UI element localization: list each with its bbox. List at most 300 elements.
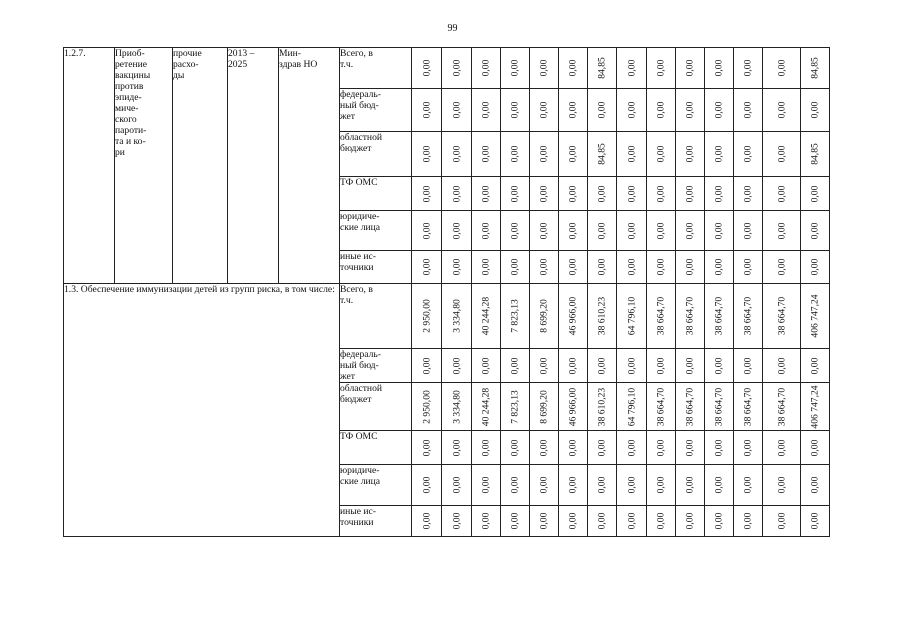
value-text: 0,00: [776, 185, 787, 202]
value-text: 0,00: [776, 222, 787, 239]
value-text: 0,00: [421, 258, 432, 276]
funding-source-label: [340, 465, 412, 506]
value-text: 0,00: [451, 512, 462, 530]
value-cell: [734, 431, 763, 465]
value-cell: [412, 132, 442, 177]
value-text: 0,00: [421, 439, 432, 456]
value-cell: [705, 177, 734, 211]
value-text: 0,00: [509, 512, 521, 530]
value-cell: [763, 177, 801, 211]
value-cell: [617, 506, 647, 537]
value-text: 0,00: [509, 357, 521, 374]
value-text: 0,00: [509, 476, 521, 494]
value-cell: [559, 177, 588, 211]
value-cell: [472, 89, 501, 132]
item-code: [64, 48, 115, 284]
value-text: 0,00: [451, 185, 462, 202]
value-text: 0,00: [713, 59, 725, 77]
value-cell: [676, 48, 705, 89]
value-text: 7 823,13: [509, 299, 521, 333]
value-text: 406 747,24: [809, 384, 821, 429]
value-cell: [412, 383, 442, 431]
value-text: 0,00: [776, 59, 787, 77]
value-text: 8 699,20: [538, 389, 550, 424]
funding-source-text: иные ис- точники: [340, 506, 376, 528]
value-text: 0,00: [776, 258, 787, 276]
value-text: 0,00: [776, 145, 787, 163]
value-text: 0,00: [742, 512, 754, 530]
value-cell: [676, 506, 705, 537]
value-cell: [472, 506, 501, 537]
item-name: [115, 48, 173, 284]
value-cell: [763, 211, 801, 251]
value-cell: [763, 349, 801, 383]
value-text: 0,00: [509, 258, 521, 276]
value-text: 0,00: [509, 101, 521, 119]
value-text: 0,00: [776, 101, 787, 119]
value-text: 40 244,28: [480, 387, 492, 426]
value-cell: [676, 465, 705, 506]
value-text: 0,00: [509, 185, 521, 202]
value-text: 38 664,70: [713, 387, 725, 426]
value-text: 0,00: [742, 258, 754, 276]
value-cell: [647, 251, 676, 284]
value-cell: [472, 177, 501, 211]
period: [228, 48, 279, 284]
value-cell: [442, 177, 472, 211]
value-cell: [442, 48, 472, 89]
value-text: 0,00: [776, 512, 787, 530]
value-text: 0,00: [567, 185, 579, 202]
value-cell: [617, 251, 647, 284]
value-cell: [734, 349, 763, 383]
value-cell: [442, 251, 472, 284]
value-text: 84,85: [596, 143, 608, 165]
value-cell: [676, 211, 705, 251]
value-cell: [412, 506, 442, 537]
value-text: 0,00: [742, 59, 754, 77]
value-cell: [412, 465, 442, 506]
funding-source-text: областной бюджет: [340, 132, 383, 154]
value-cell: [734, 211, 763, 251]
value-cell: [617, 284, 647, 349]
funding-source-label: [340, 506, 412, 537]
funding-source-text: областной бюджет: [340, 383, 383, 405]
value-cell: [501, 284, 530, 349]
value-cell: [763, 251, 801, 284]
value-text: 0,00: [713, 476, 725, 494]
value-cell: [501, 431, 530, 465]
value-text: 0,00: [567, 258, 579, 276]
value-cell: [559, 89, 588, 132]
value-text: 0,00: [626, 512, 637, 530]
value-text: 0,00: [809, 476, 821, 494]
value-text: 38 664,70: [684, 296, 696, 336]
value-text: 0,00: [655, 512, 667, 530]
value-text: 0,00: [684, 101, 696, 119]
value-cell: [676, 431, 705, 465]
value-cell: [647, 211, 676, 251]
value-text: 0,00: [480, 185, 492, 202]
value-text: 0,00: [421, 101, 432, 119]
executor-text: Мин- здрав НО: [279, 48, 318, 70]
value-text: 0,00: [421, 185, 432, 202]
value-cell: [501, 251, 530, 284]
value-cell: [734, 383, 763, 431]
value-cell: [705, 132, 734, 177]
value-cell: [801, 465, 830, 506]
value-text: 0,00: [742, 476, 754, 494]
value-cell: [559, 431, 588, 465]
value-cell: [763, 506, 801, 537]
value-text: 0,00: [480, 222, 492, 239]
value-text: 0,00: [567, 222, 579, 239]
value-text: 0,00: [421, 59, 432, 77]
value-text: 0,00: [538, 357, 550, 374]
value-cell: [734, 465, 763, 506]
value-text: 0,00: [421, 357, 432, 374]
value-text: 0,00: [421, 222, 432, 239]
value-cell: [647, 284, 676, 349]
value-text: 0,00: [567, 512, 579, 530]
value-text: 0,00: [509, 222, 521, 239]
value-text: 0,00: [480, 357, 492, 374]
value-cell: [647, 349, 676, 383]
value-text: 0,00: [713, 258, 725, 276]
value-text: 0,00: [655, 357, 667, 374]
page-number: 99: [447, 23, 458, 34]
value-cell: [559, 349, 588, 383]
value-text: 0,00: [742, 357, 754, 374]
value-text: 0,00: [596, 222, 608, 239]
value-text: 0,00: [713, 357, 725, 374]
value-text: 0,00: [451, 101, 462, 119]
value-cell: [412, 211, 442, 251]
value-cell: [763, 465, 801, 506]
value-cell: [530, 349, 559, 383]
value-cell: [801, 89, 830, 132]
value-text: 0,00: [538, 476, 550, 494]
value-text: 0,00: [655, 145, 667, 163]
value-text: 46 966,00: [567, 387, 579, 426]
value-cell: [617, 48, 647, 89]
value-text: 38 664,70: [713, 296, 725, 336]
value-cell: [412, 89, 442, 132]
value-cell: [705, 211, 734, 251]
value-cell: [559, 383, 588, 431]
value-text: 84,85: [809, 57, 821, 79]
value-text: 0,00: [776, 476, 787, 494]
value-text: 38 664,70: [776, 296, 787, 336]
value-text: 0,00: [596, 476, 608, 494]
value-cell: [501, 177, 530, 211]
value-cell: [559, 132, 588, 177]
value-text: 0,00: [809, 357, 821, 374]
value-text: 0,00: [809, 512, 821, 530]
value-text: 0,00: [480, 145, 492, 163]
value-cell: [588, 211, 617, 251]
value-text: 84,85: [809, 143, 821, 165]
value-cell: [442, 383, 472, 431]
value-cell: [617, 431, 647, 465]
value-cell: [647, 383, 676, 431]
value-text: 0,00: [567, 145, 579, 163]
value-text: 0,00: [626, 185, 637, 202]
value-text: 0,00: [684, 357, 696, 374]
value-text: 0,00: [776, 439, 787, 456]
value-cell: [801, 349, 830, 383]
value-text: 0,00: [480, 512, 492, 530]
value-text: 38 664,70: [776, 387, 787, 426]
value-cell: [801, 48, 830, 89]
value-text: 0,00: [480, 59, 492, 77]
value-text: 0,00: [567, 101, 579, 119]
value-text: 0,00: [421, 512, 432, 530]
value-text: 0,00: [655, 101, 667, 119]
value-text: 0,00: [596, 185, 608, 202]
funding-source-label: [340, 431, 412, 465]
value-text: 0,00: [538, 439, 550, 456]
value-cell: [530, 48, 559, 89]
value-cell: [530, 284, 559, 349]
item-name-text: Приоб- ретение вакцины против эпиде- миче- ского пароти- та и ко- ри: [115, 48, 151, 158]
value-cell: [501, 383, 530, 431]
value-text: 0,00: [567, 59, 579, 77]
funding-source-label: [340, 132, 412, 177]
value-text: 0,00: [684, 512, 696, 530]
value-text: 0,00: [809, 439, 821, 456]
value-cell: [588, 431, 617, 465]
value-text: 0,00: [655, 258, 667, 276]
value-cell: [472, 465, 501, 506]
value-cell: [705, 506, 734, 537]
value-text: 2 950,00: [421, 299, 432, 333]
section-title-text: 1.3. Обеспечение иммунизации детей из групп риска, в том числе:: [64, 284, 335, 295]
value-cell: [763, 48, 801, 89]
value-text: 0,00: [684, 476, 696, 494]
value-text: 0,00: [626, 59, 637, 77]
value-text: 0,00: [742, 439, 754, 456]
value-cell: [559, 211, 588, 251]
value-cell: [705, 284, 734, 349]
value-text: 0,00: [596, 258, 608, 276]
value-cell: [559, 48, 588, 89]
value-cell: [763, 89, 801, 132]
value-text: 0,00: [655, 185, 667, 202]
value-cell: [676, 349, 705, 383]
value-text: 0,00: [451, 145, 462, 163]
value-text: 38 610,23: [596, 387, 608, 426]
value-cell: [801, 431, 830, 465]
value-cell: [676, 383, 705, 431]
value-text: 2 950,00: [421, 389, 432, 424]
value-text: 0,00: [626, 357, 637, 374]
funding-source-text: Всего, в т.ч.: [340, 284, 373, 306]
value-cell: [617, 177, 647, 211]
value-text: 0,00: [480, 476, 492, 494]
value-cell: [588, 89, 617, 132]
value-text: 0,00: [626, 222, 637, 239]
value-text: 0,00: [713, 512, 725, 530]
value-cell: [530, 465, 559, 506]
value-text: 7 823,13: [509, 389, 521, 424]
value-cell: [801, 177, 830, 211]
value-cell: [734, 89, 763, 132]
funding-source-text: федераль- ный бюд- жет: [340, 89, 381, 122]
value-cell: [705, 383, 734, 431]
value-text: 8 699,20: [538, 299, 550, 333]
value-cell: [647, 48, 676, 89]
value-cell: [442, 284, 472, 349]
value-text: 0,00: [538, 101, 550, 119]
value-cell: [676, 89, 705, 132]
value-cell: [472, 211, 501, 251]
value-cell: [559, 506, 588, 537]
value-text: 0,00: [451, 439, 462, 456]
value-cell: [617, 349, 647, 383]
value-text: 0,00: [538, 185, 550, 202]
funding-source-label: [340, 89, 412, 132]
value-text: 0,00: [626, 145, 637, 163]
value-cell: [801, 383, 830, 431]
value-cell: [734, 48, 763, 89]
value-cell: [559, 284, 588, 349]
value-text: 0,00: [742, 185, 754, 202]
value-text: 46 966,00: [567, 296, 579, 336]
value-cell: [588, 383, 617, 431]
value-cell: [676, 177, 705, 211]
value-cell: [501, 48, 530, 89]
value-cell: [530, 177, 559, 211]
value-text: 0,00: [776, 357, 787, 374]
value-cell: [617, 465, 647, 506]
value-cell: [617, 211, 647, 251]
value-cell: [530, 251, 559, 284]
table-row: [64, 284, 830, 349]
value-cell: [472, 48, 501, 89]
value-text: 0,00: [655, 439, 667, 456]
value-cell: [472, 251, 501, 284]
value-cell: [588, 251, 617, 284]
funding-source-text: федераль- ный бюд- жет: [340, 349, 381, 382]
expense-type-text: прочие расхо- ды: [173, 48, 202, 81]
value-text: 84,85: [596, 57, 608, 79]
value-cell: [501, 465, 530, 506]
funding-source-label: [340, 211, 412, 251]
value-text: 0,00: [567, 476, 579, 494]
value-text: 0,00: [684, 258, 696, 276]
value-cell: [442, 89, 472, 132]
value-cell: [412, 251, 442, 284]
value-text: 64 796,10: [626, 387, 637, 426]
table-body: [64, 48, 830, 537]
value-text: 0,00: [509, 439, 521, 456]
value-cell: [442, 349, 472, 383]
value-text: 0,00: [421, 145, 432, 163]
value-text: 0,00: [538, 258, 550, 276]
value-text: 0,00: [809, 258, 821, 276]
value-cell: [801, 251, 830, 284]
value-cell: [734, 506, 763, 537]
value-text: 0,00: [538, 145, 550, 163]
value-text: 3 334,80: [451, 299, 462, 333]
value-cell: [472, 431, 501, 465]
value-text: 3 334,80: [451, 389, 462, 424]
value-text: 0,00: [451, 476, 462, 494]
value-text: 0,00: [713, 145, 725, 163]
value-cell: [559, 251, 588, 284]
value-text: 0,00: [684, 59, 696, 77]
value-text: 0,00: [567, 439, 579, 456]
value-text: 0,00: [809, 185, 821, 202]
section-title: [64, 284, 340, 537]
value-text: 0,00: [451, 357, 462, 374]
value-text: 0,00: [655, 476, 667, 494]
executor: [279, 48, 340, 284]
value-cell: [734, 284, 763, 349]
value-text: 0,00: [684, 185, 696, 202]
table-row: [64, 48, 830, 89]
value-cell: [801, 132, 830, 177]
funding-source-text: Всего, в т.ч.: [340, 48, 373, 70]
value-cell: [442, 132, 472, 177]
value-cell: [501, 506, 530, 537]
funding-source-label: [340, 48, 412, 89]
value-cell: [617, 89, 647, 132]
value-text: 38 664,70: [655, 296, 667, 336]
value-text: 0,00: [451, 258, 462, 276]
value-cell: [647, 89, 676, 132]
funding-source-label: [340, 383, 412, 431]
value-cell: [530, 89, 559, 132]
value-text: 406 747,24: [809, 294, 821, 338]
value-text: 0,00: [596, 512, 608, 530]
funding-source-label: [340, 349, 412, 383]
value-cell: [617, 383, 647, 431]
value-cell: [647, 132, 676, 177]
value-cell: [530, 506, 559, 537]
value-text: 0,00: [626, 476, 637, 494]
value-cell: [676, 251, 705, 284]
value-cell: [763, 284, 801, 349]
value-text: 0,00: [655, 222, 667, 239]
value-cell: [530, 383, 559, 431]
value-cell: [734, 132, 763, 177]
value-text: 38 664,70: [742, 296, 754, 336]
value-cell: [442, 431, 472, 465]
value-text: 0,00: [626, 101, 637, 119]
value-text: 0,00: [480, 439, 492, 456]
value-cell: [442, 506, 472, 537]
value-text: 0,00: [655, 59, 667, 77]
value-cell: [588, 506, 617, 537]
value-cell: [705, 48, 734, 89]
value-cell: [501, 132, 530, 177]
value-text: 0,00: [684, 222, 696, 239]
funding-source-text: иные ис- точники: [340, 251, 376, 273]
value-cell: [412, 349, 442, 383]
value-cell: [763, 383, 801, 431]
funding-source-text: юридиче- ские лица: [340, 211, 381, 233]
value-cell: [705, 349, 734, 383]
value-text: 0,00: [684, 439, 696, 456]
value-cell: [588, 284, 617, 349]
period-text: 2013 – 2025: [228, 48, 255, 70]
value-text: 64 796,10: [626, 296, 637, 336]
value-cell: [412, 177, 442, 211]
value-cell: [559, 465, 588, 506]
funding-source-text: ТФ ОМС: [340, 431, 378, 442]
